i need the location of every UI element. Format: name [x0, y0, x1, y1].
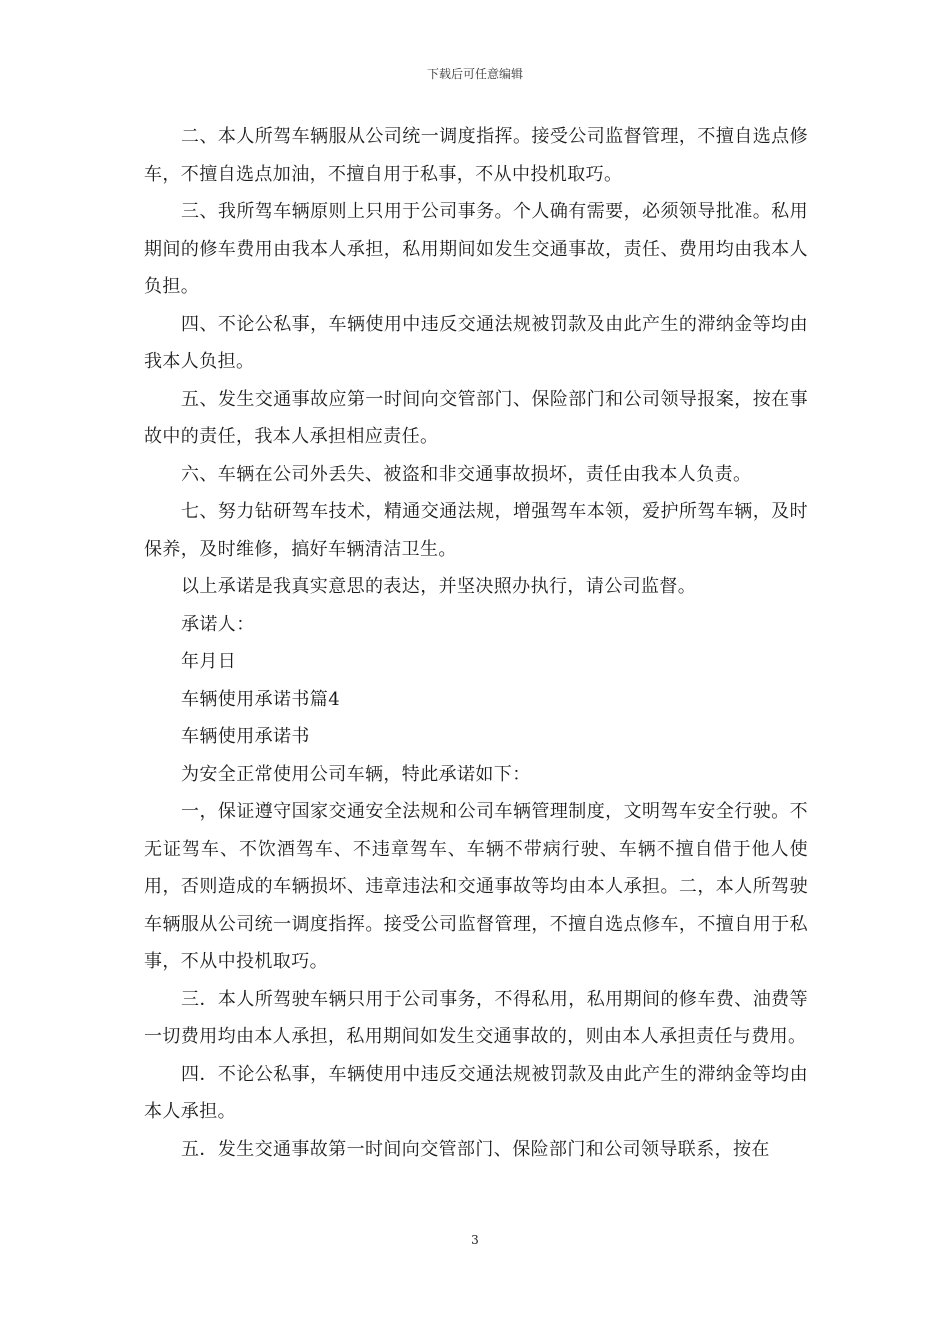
paragraph: 四、不论公私事，车辆使用中违反交通法规被罚款及由此产生的滞纳金等均由我本人负担。 [144, 313, 808, 372]
paragraph: 六、车辆在公司外丢失、被盗和非交通事故损坏，责任由我本人负责。 [181, 463, 752, 485]
paragraph: 以上承诺是我真实意思的表达，并坚决照办执行，请公司监督。 [181, 576, 697, 597]
page-header: 下载后可任意编辑 [426, 67, 523, 81]
document-title: 车辆使用承诺书 [181, 726, 310, 747]
page-number: 3 [471, 1233, 479, 1247]
paragraph: 三．本人所驾驶车辆只用于公司事务，不得私用，私用期间的修车费、油费等一切费用均由本人承担，私用期间如发生交通事故的，则由本人承担责任与费用。 [144, 988, 808, 1047]
document-body [144, 118, 808, 1168]
paragraph: 五、发生交通事故应第一时间向交管部门、保险部门和公司领导报案，按在事故中的责任，我本人承担相应责任。 [144, 388, 808, 447]
paragraph: 七、努力钻研驾车技术，精通交通法规，增强驾车本领，爱护所驾车辆，及时保养，及时维修，搞好车辆清洁卫生。 [144, 501, 808, 560]
paragraph: 一，保证遵守国家交通安全法规和公司车辆管理制度，文明驾车安全行驶。不无证驾车、不饮酒驾车、不违章驾车、车辆不带病行驶、车辆不擅自借于他人使用，否则造成的车辆损坏、违章违法和交通事故等均由本人承担。二，本人所驾驶车辆服从公司统一调度指挥。接受公司监督管理，不擅自选点修车，不擅自用于私事，不从中投机取巧。 [144, 801, 808, 972]
date-line: 年月日 [181, 651, 237, 672]
signatory-label: 承诺人： [181, 613, 255, 635]
paragraph: 三、我所驾车辆原则上只用于公司事务。个人确有需要，必须领导批准。私用期间的修车费用由我本人承担，私用期间如发生交通事故，责任、费用均由我本人负担。 [144, 201, 808, 297]
section-title: 车辆使用承诺书篇4 [181, 688, 341, 710]
paragraph: 五．发生交通事故第一时间向交管部门、保险部门和公司领导联系，按在 [181, 1138, 770, 1160]
paragraph: 四．不论公私事，车辆使用中违反交通法规被罚款及由此产生的滞纳金等均由本人承担。 [144, 1063, 808, 1122]
paragraph: 为安全正常使用公司车辆，特此承诺如下： [181, 763, 531, 785]
paragraph: 二、本人所驾车辆服从公司统一调度指挥。接受公司监督管理，不擅自选点修车，不擅自选点加油，不擅自用于私事，不从中投机取巧。 [144, 126, 808, 185]
